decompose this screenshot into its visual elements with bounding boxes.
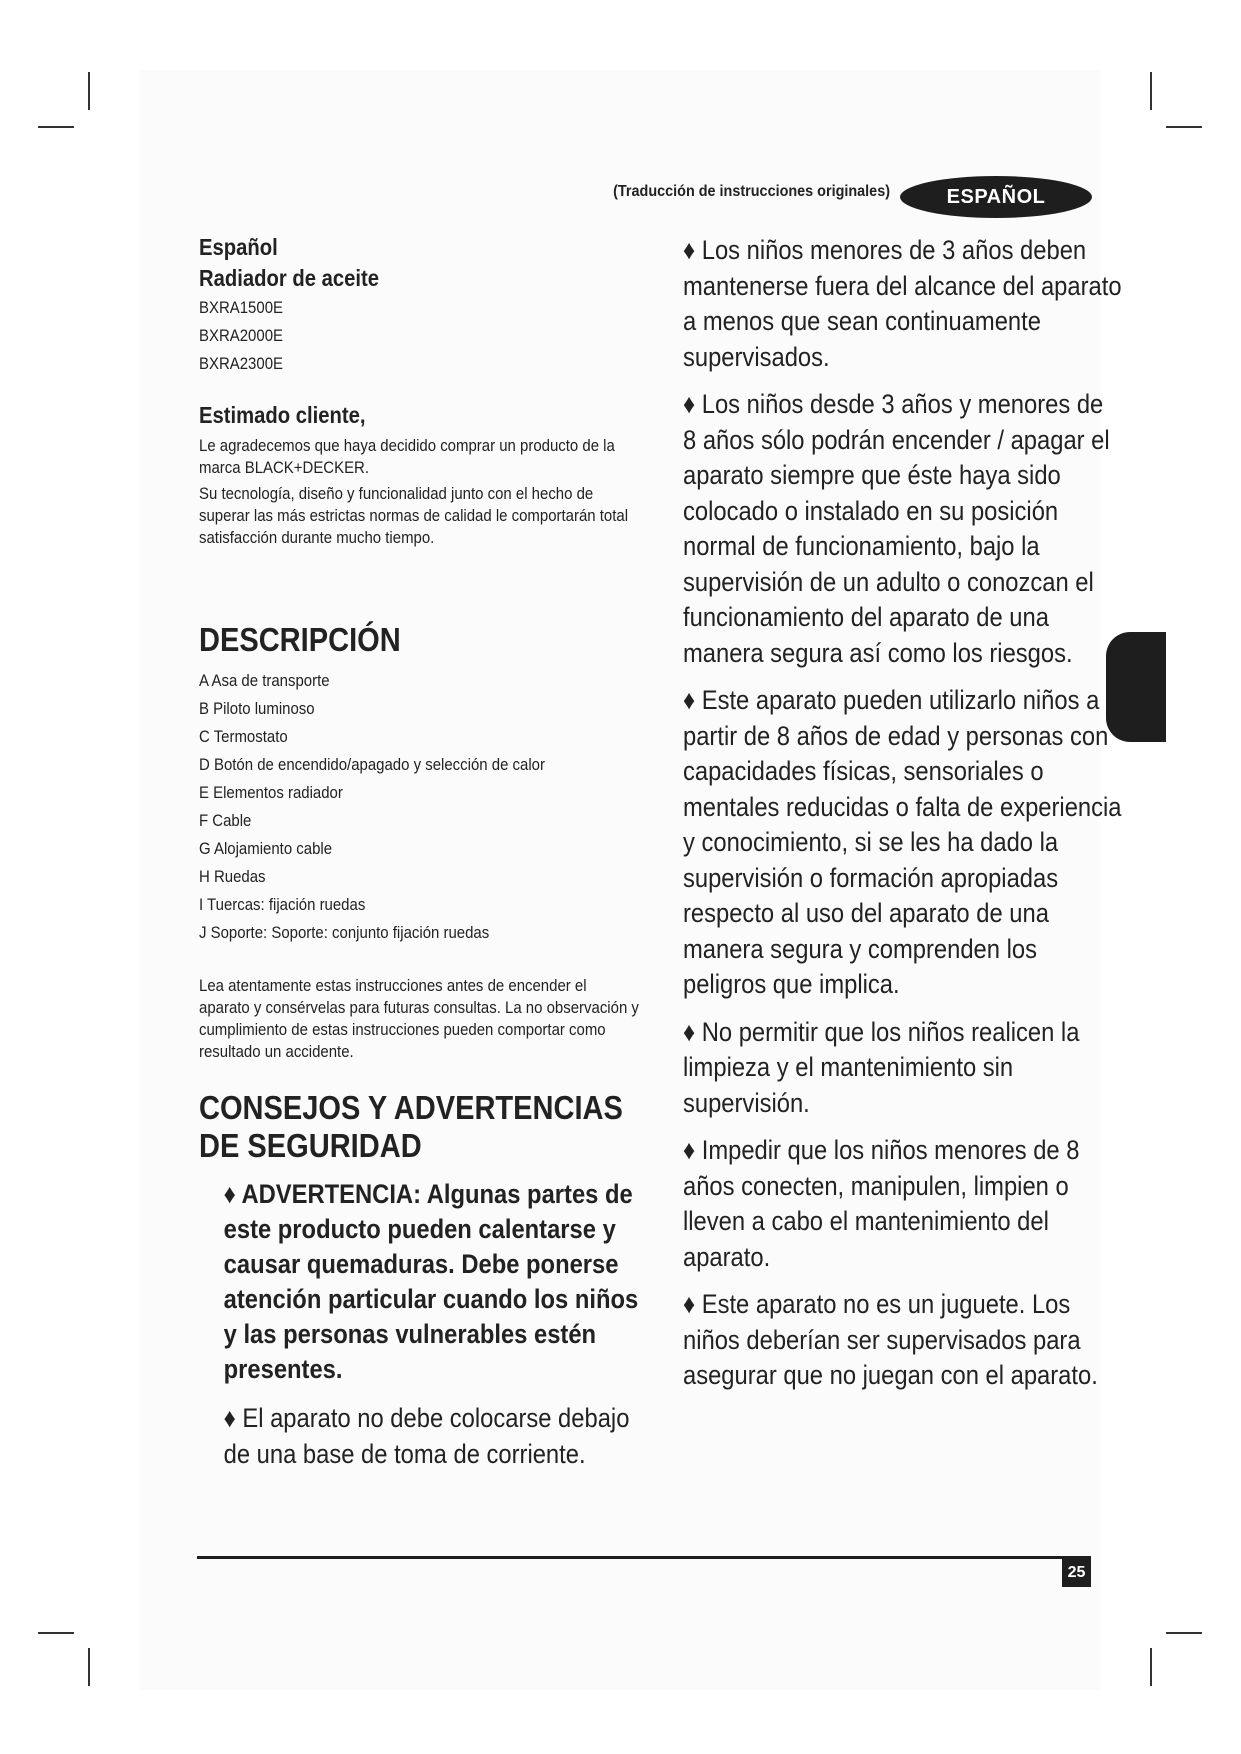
safety-bullet: ♦ Este aparato pueden utilizarlo niños a partir de 8 años de edad y personas con capacidades físicas, sensoriales o mentales reducidas o falta de experiencia y conocimiento, si se les ha dado la supervisión o formación apropiadas respecto al uso del aparato de una manera segura y comprenden los peligros que implica. — [683, 685, 1122, 999]
page-number: 25 — [1062, 1559, 1091, 1587]
safety-heading-line: DE SEGURIDAD — [199, 1127, 422, 1164]
crop-mark — [1166, 1632, 1202, 1634]
safety-warnings-left — [199, 1177, 639, 1472]
right-column — [683, 233, 1123, 1406]
safety-bullet: ♦ Los niños menores de 3 años deben mantenerse fuera del alcance del aparato a menos que sean continuamente supervisados. — [683, 235, 1122, 372]
model-number: BXRA1500E — [199, 298, 283, 317]
crop-mark — [88, 1648, 90, 1686]
greeting-title: Estimado cliente, — [199, 402, 366, 428]
model-number: BXRA2300E — [199, 354, 283, 373]
safety-bullet: ♦ Este aparato no es un juguete. Los niños deberían ser supervisados para asegurar que no juegan con el aparato. — [683, 1289, 1098, 1390]
parts-list-item: I Tuercas: fijación ruedas — [199, 895, 366, 914]
hot-surface-warning: ♦ ADVERTENCIA: Algunas partes de este producto pueden calentarse y causar quemaduras. Debe ponerse atención particular cuando los niños y las personas vulnerables estén presentes. — [223, 1179, 639, 1384]
parts-list-item: J Soporte: Soporte: conjunto fijación ruedas — [199, 923, 490, 942]
read-instructions-notice: Lea atentamente estas instrucciones antes de encender el aparato y consérvelas para futuras consultas. La no observación y cumplimiento de estas instrucciones pueden comportar como resultado un accidente. — [199, 976, 639, 1061]
crop-mark — [1150, 72, 1152, 110]
parts-list-item: C Termostato — [199, 727, 288, 746]
safety-bullet: ♦ Impedir que los niños menores de 8 años conecten, manipulen, limpien o lleven a cabo el mantenimiento del aparato. — [683, 1135, 1080, 1272]
crop-mark — [38, 126, 74, 128]
footer-rule — [197, 1556, 1091, 1559]
parts-list-item: D Botón de encendido/apagado y selección de calor — [199, 755, 545, 774]
safety-bullet: ♦ Los niños desde 3 años y menores de 8 años sólo podrán encender / apagar el aparato siempre que éste haya sido colocado o instalado en su posición normal de funcionamiento, bajo la supervisión de un adulto o conozcan el funcionamiento del aparato de una manera segura así como los riesgos. — [683, 389, 1110, 668]
greeting-paragraph: Le agradecemos que haya decidido comprar un producto de la marca BLACK+DECKER. — [199, 436, 615, 477]
document-language: Español — [199, 234, 278, 260]
crop-mark — [1150, 1648, 1152, 1686]
description-heading: DESCRIPCIÓN — [199, 621, 401, 658]
product-name: Radiador de aceite — [199, 265, 379, 291]
parts-list-item: A Asa de transporte — [199, 671, 330, 690]
safety-bullet: ♦ No permitir que los niños realicen la limpieza y el mantenimiento sin supervisión. — [683, 1016, 1080, 1118]
safety-bullet: ♦ El aparato no debe colocarse debajo de una base de toma de corriente. — [223, 1403, 630, 1469]
crop-mark — [38, 1632, 74, 1634]
greeting-paragraph: Su tecnología, diseño y funcionalidad junto con el hecho de superar las más estrictas normas de calidad le comportarán total satisfacción durante mucho tiempo. — [199, 484, 629, 547]
parts-list-item: G Alojamiento cable — [199, 839, 333, 858]
language-badge: ESPAÑOL — [900, 176, 1092, 218]
safety-heading-line: CONSEJOS Y ADVERTENCIAS — [199, 1089, 623, 1126]
model-number: BXRA2000E — [199, 326, 283, 345]
crop-mark — [88, 72, 90, 110]
parts-list-item: H Ruedas — [199, 867, 266, 886]
parts-list — [199, 667, 639, 947]
left-column — [199, 232, 639, 1472]
parts-list-item: E Elementos radiador — [199, 783, 343, 802]
crop-mark — [1166, 126, 1202, 128]
safety-heading — [199, 1089, 639, 1165]
parts-list-item: B Piloto luminoso — [199, 699, 315, 718]
parts-list-item: F Cable — [199, 811, 252, 830]
translation-caption: (Traducción de instrucciones originales) — [613, 183, 890, 200]
